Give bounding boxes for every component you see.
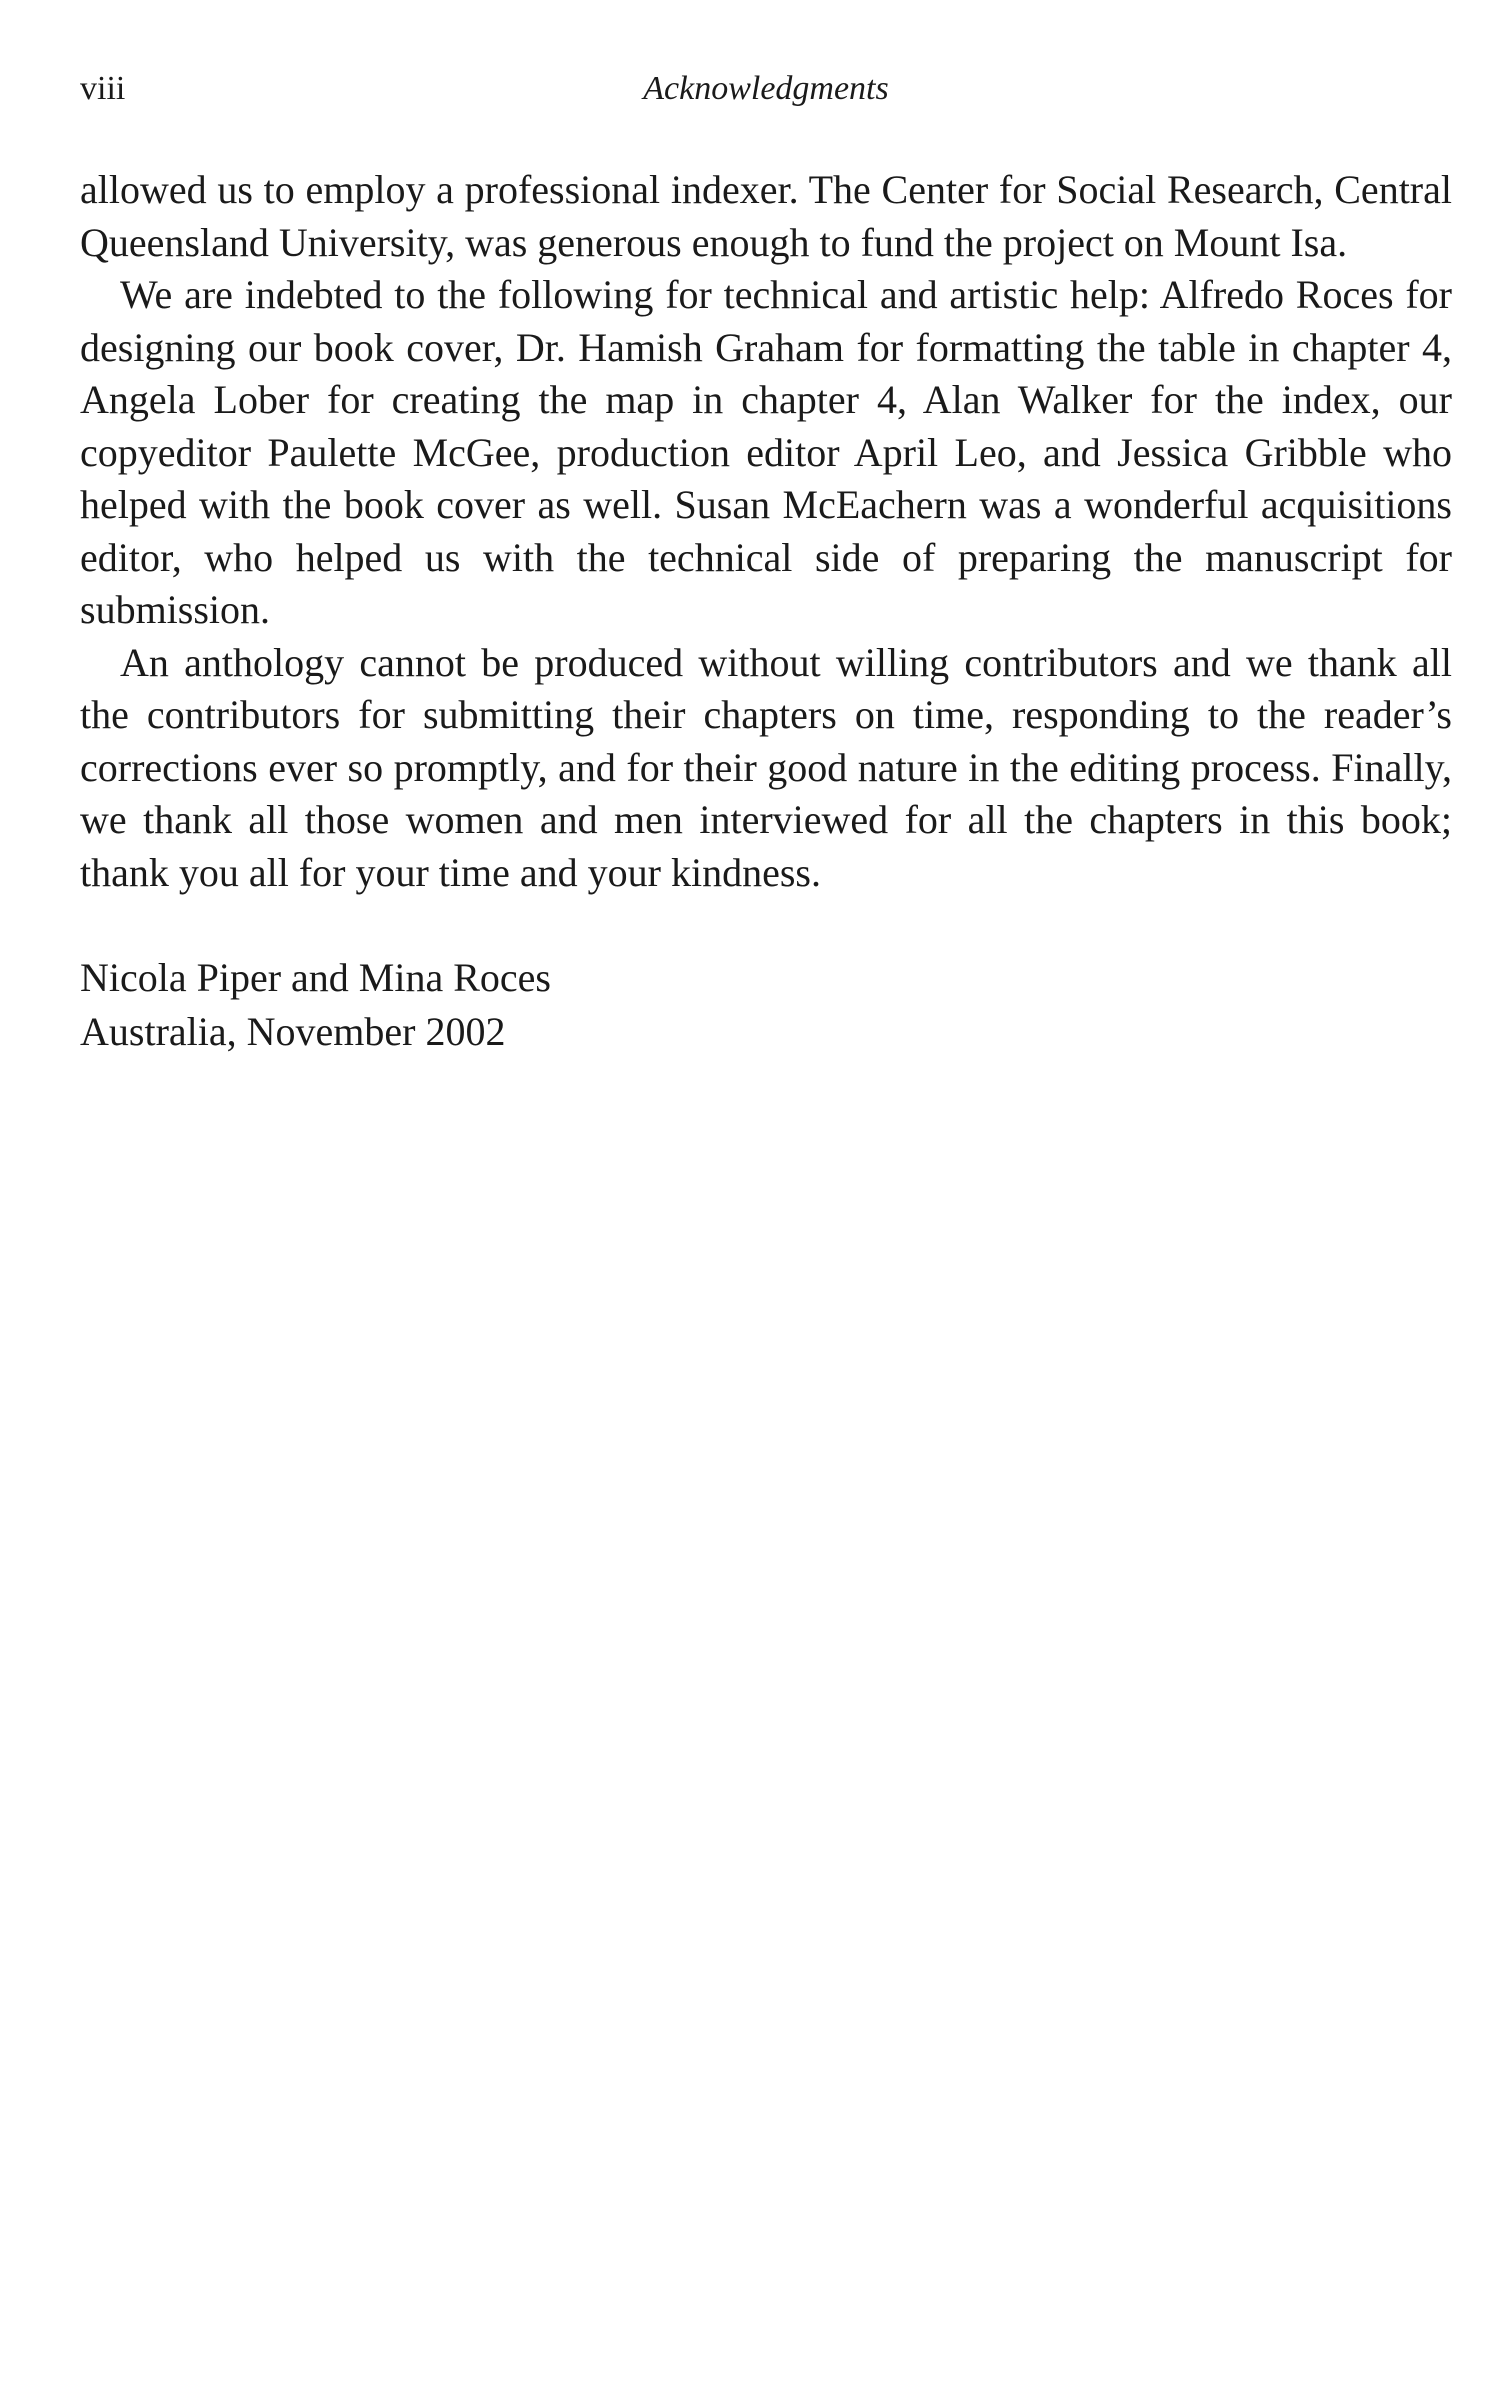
paragraph-continued: allowed us to employ a professional indexer. The Center for Social Research, Central Queensland University, was generous enough to fund the project on Mount Isa.: [80, 167, 1452, 265]
body-text: [80, 164, 1452, 899]
running-head: [80, 60, 1452, 120]
signature-place-date: Australia, November 2002: [80, 1009, 506, 1054]
document-page: [80, 60, 1452, 1059]
paragraph-technical-help: We are indebted to the following for technical and artistic help: Alfredo Roces for designing our book cover, Dr. Hamish Graham for formatting the table in chapter 4, Angela Lober for creating the map in chapter 4, Alan Walker for the index, our copyeditor Paulette McGee, production editor April Leo, and Jessica Gribble who helped with the book cover as well. Susan McEachern was a wonderful acquisitions editor, who helped us with the technical side of preparing the manuscript for submission.: [80, 272, 1452, 632]
paragraph-contributors: An anthology cannot be produced without willing contributors and we thank all the contributors for submitting their chapters on time, responding to the reader’s corrections ever so promptly, and for their good nature in the editing process. Finally, we thank all those women and men interviewed for all the chapters in this book; thank you all for your time and your kindness.: [80, 639, 1452, 895]
signature-block: [80, 951, 1452, 1059]
signature-names: Nicola Piper and Mina Roces: [80, 955, 551, 1000]
page-number: viii: [80, 70, 126, 107]
running-title: Acknowledgments: [643, 70, 889, 107]
